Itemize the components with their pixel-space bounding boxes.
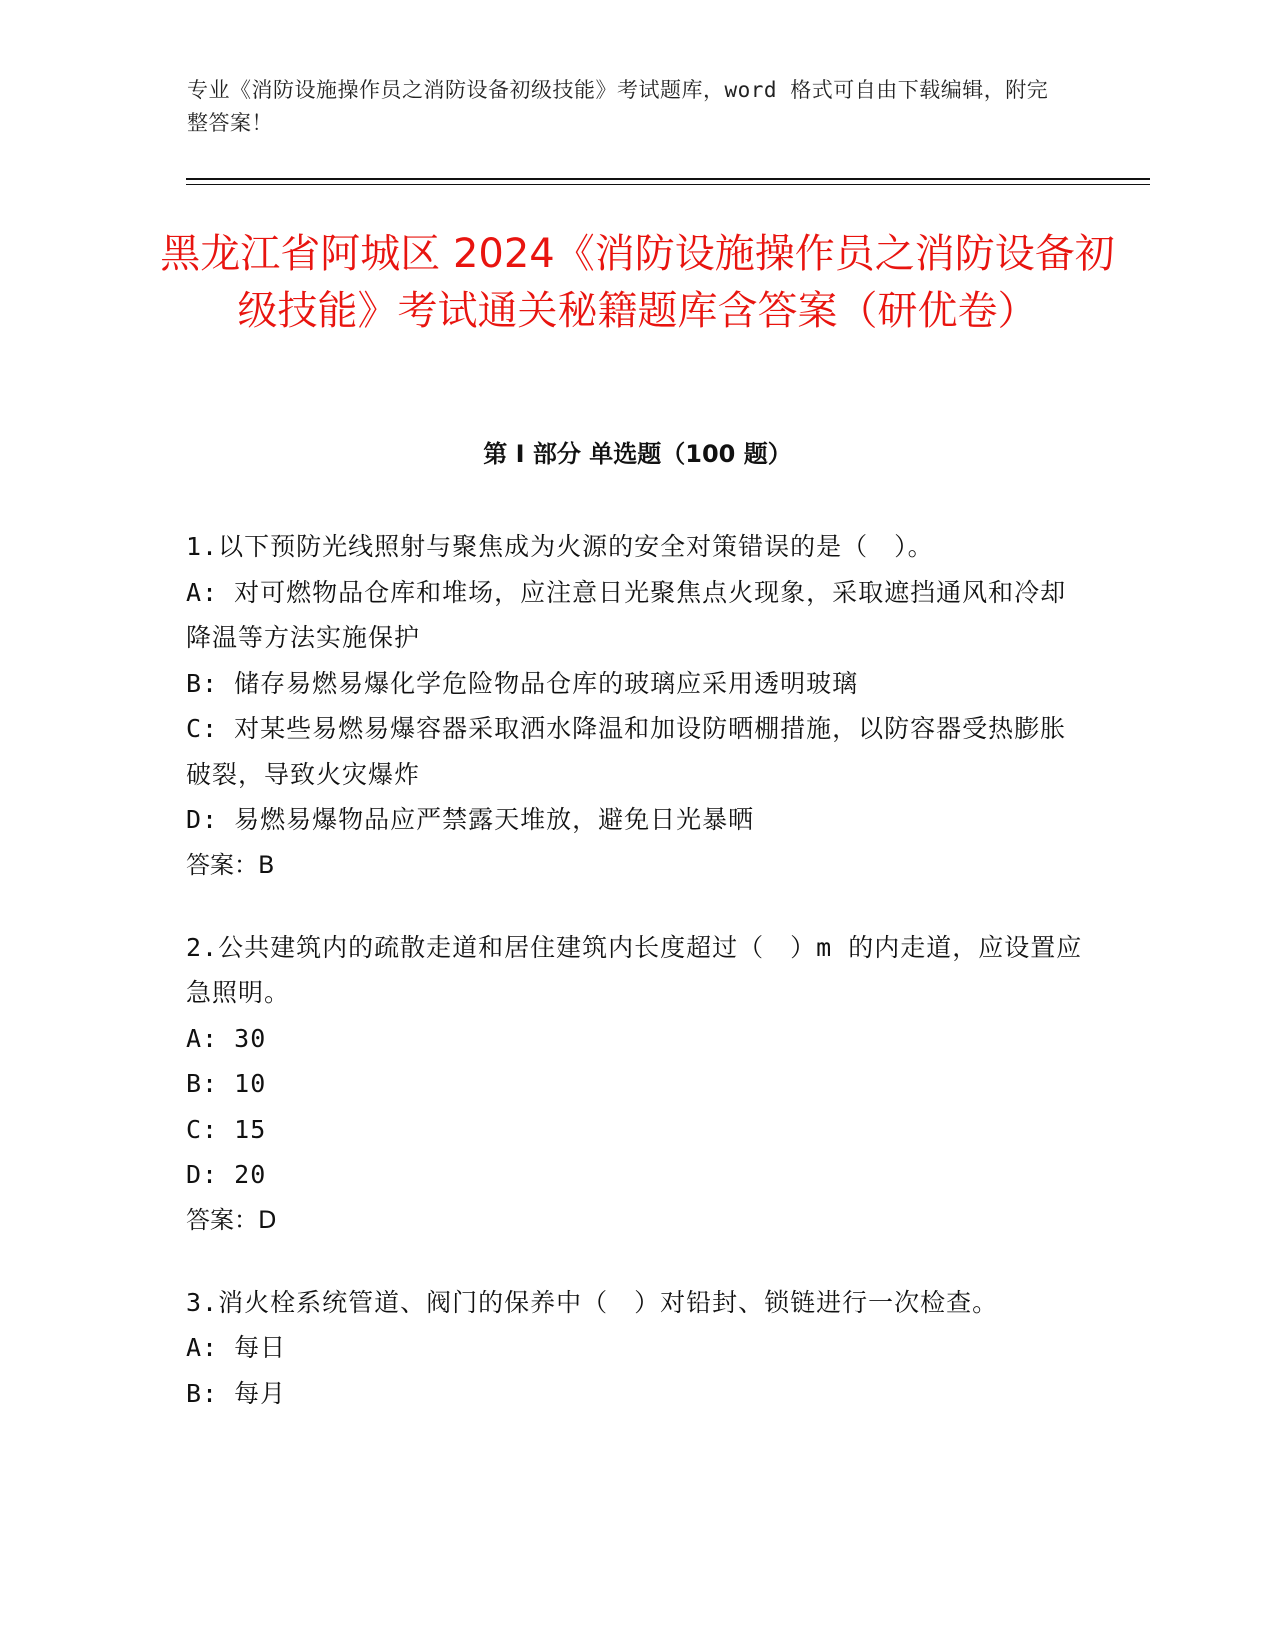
option-b: B: 10	[186, 1069, 267, 1098]
question-list	[186, 524, 1086, 1453]
option-a: A: 对可燃物品仓库和堆场，应注意日光聚焦点火现象，采取遮挡通风和冷却降温等方法实施保护	[186, 577, 1067, 652]
question-stem: 2.公共建筑内的疏散走道和居住建筑内长度超过（ ）m 的内走道，应设置应急照明。	[186, 932, 1083, 1007]
header-divider-thin	[186, 184, 1150, 185]
document-title: 黑龙江省阿城区 2024《消防设施操作员之消防设备初级技能》考试通关秘籍题库含答案（研优卷）	[160, 231, 1115, 334]
header-divider-thick	[186, 178, 1150, 180]
option-a: A: 每日	[186, 1333, 287, 1362]
header-note: 专业《消防设施操作员之消防设备初级技能》考试题库，word 格式可自由下载编辑，附完整答案！	[187, 78, 1049, 135]
question-2	[186, 925, 1086, 1243]
option-d: D: 20	[186, 1160, 267, 1189]
answer: 答案：D	[186, 1205, 277, 1234]
answer: 答案：B	[186, 850, 275, 879]
question-3	[186, 1280, 1086, 1417]
question-1	[186, 524, 1086, 888]
section-heading: 第 I 部分 单选题（100 题）	[483, 440, 792, 468]
option-a: A: 30	[186, 1023, 267, 1053]
option-d: D: 易燃易爆物品应严禁露天堆放，避免日光暴晒	[186, 805, 755, 834]
option-c: C: 对某些易燃易爆容器采取洒水降温和加设防晒棚措施，以防容器受热膨胀破裂，导致火灾爆炸	[186, 714, 1067, 789]
option-c: C: 15	[186, 1114, 267, 1144]
option-b: B: 每月	[186, 1378, 287, 1408]
question-stem: 1.以下预防光线照射与聚焦成为火源的安全对策错误的是（ ）。	[186, 532, 934, 561]
option-b: B: 储存易燃易爆化学危险物品仓库的玻璃应采用透明玻璃	[186, 668, 859, 698]
question-stem: 3.消火栓系统管道、阀门的保养中（ ）对铅封、锁链进行一次检查。	[186, 1287, 999, 1317]
